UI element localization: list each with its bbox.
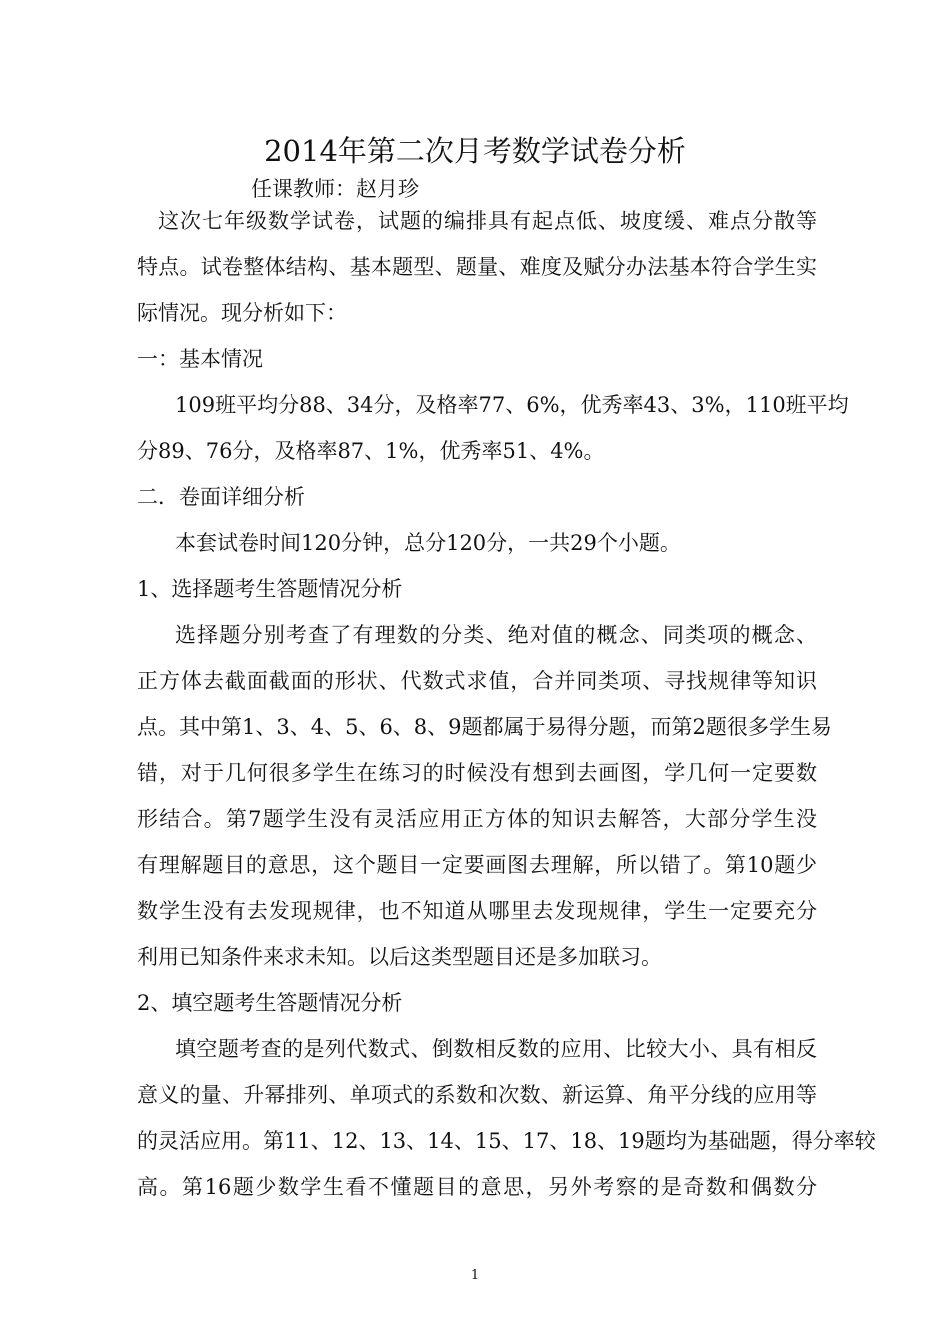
- section2-heading: 二．卷面详细分析: [137, 485, 305, 509]
- sub1-line: 有理解题目的意思，这个题目一定要画图去理解，所以错了。第10题少: [137, 853, 817, 877]
- sub1-line: 利用已知条件来求未知。以后这类型题目还是多加联习。: [137, 945, 662, 969]
- sub1-line: 正方体去截面截面的形状、代数式求值，合并同类项、寻找规律等知识: [137, 669, 817, 693]
- sub1-line: 点。其中第1、3、4、5、6、8、9题都属于易得分题，而第2题很多学生易: [137, 715, 832, 739]
- section1-line: 分89、76分，及格率87、1%，优秀率51、4%。: [137, 439, 605, 463]
- document-body: [137, 198, 876, 1210]
- sub1-line: 错，对于几何很多学生在练习的时候没有想到去画图，学几何一定要数: [137, 761, 817, 785]
- sub1-heading: 1、选择题考生答题情况分析: [137, 577, 403, 601]
- page-number: 1: [470, 1268, 480, 1283]
- section1-heading: 一：基本情况: [137, 347, 263, 371]
- intro-line: 特点。试卷整体结构、基本题型、题量、难度及赋分办法基本符合学生实: [137, 255, 817, 279]
- sub2-line: 高。第16题少数学生看不懂题目的意思，另外考察的是奇数和偶数分: [137, 1175, 817, 1199]
- sub1-line: 数学生没有去发现规律，也不知道从哪里去发现规律，学生一定要充分: [137, 899, 817, 923]
- section2-intro: 本套试卷时间120分钟，总分120分，一共29个小题。: [175, 531, 681, 555]
- sub2-line: 填空题考查的是列代数式、倒数相反数的应用、比较大小、具有相反: [175, 1037, 817, 1061]
- section1-line: 109班平均分88、34分，及格率77、6%，优秀率43、3%，110班平均: [175, 393, 849, 417]
- document-title: 2014年第二次月考数学试卷分析: [264, 134, 686, 168]
- sub2-heading: 2、填空题考生答题情况分析: [137, 991, 403, 1015]
- sub2-line: 意义的量、升幂排列、单项式的系数和次数、新运算、角平分线的应用等: [137, 1083, 817, 1107]
- sub1-line: 形结合。第7题学生没有灵活应用正方体的知识去解答，大部分学生没: [137, 807, 817, 831]
- intro-line: 这次七年级数学试卷，试题的编排具有起点低、坡度缓、难点分散等: [158, 209, 817, 233]
- sub2-line: 的灵活应用。第11、12、13、14、15、17、18、19题均为基础题，得分率较: [137, 1129, 876, 1153]
- teacher-line: 任课教师：赵月珍: [251, 177, 419, 201]
- sub1-line: 选择题分别考查了有理数的分类、绝对值的概念、同类项的概念、: [175, 623, 817, 647]
- intro-line: 际情况。现分析如下：: [137, 301, 347, 325]
